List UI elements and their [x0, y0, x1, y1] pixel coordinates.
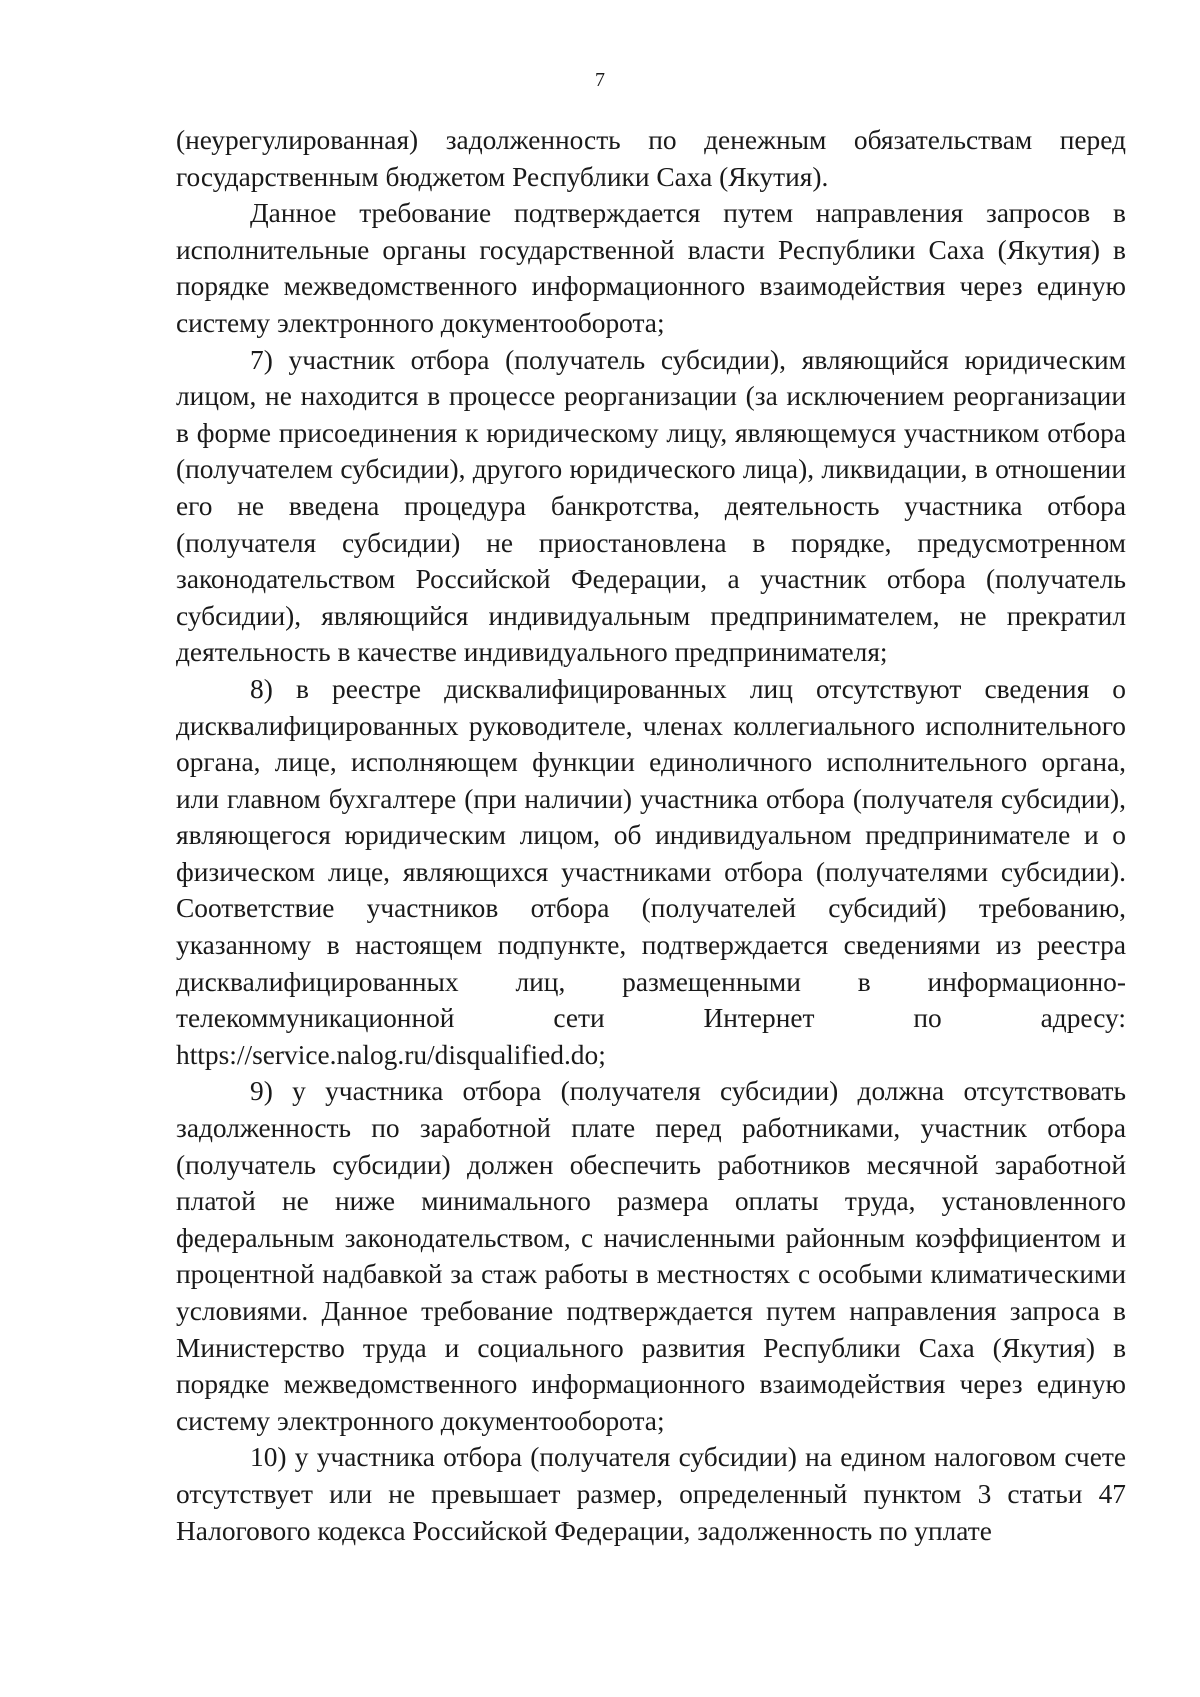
paragraph-item-10: 10) у участника отбора (получателя субсидии) на едином налоговом счете отсутствует или не превышает размер, определенный пунктом 3 статьи 47 Налогового кодекса Российской Федерации, задолженность по уплате — [176, 1442, 1126, 1546]
document-body — [176, 122, 1126, 1549]
page-number: 7 — [595, 69, 605, 91]
paragraph-item-9: 9) у участника отбора (получателя субсидии) должна отсутствовать задолженность по заработной плате перед работниками, участник отбора (получатель субсидии) должен обеспечить работников месячной заработной платой не ниже минимального размера оплаты труда, установленного федеральным законодательством, с начисленными районным коэффициентом и процентной надбавкой за стаж работы в местностях с особыми климатическими условиями. Данное требование подтверждается путем направления запроса в Министерство труда и социального развития Республики Саха (Якутия) в порядке межведомственного информационного взаимодействия через единую систему электронного документооборота; — [176, 1076, 1126, 1436]
paragraph-item-8: 8) в реестре дисквалифицированных лиц отсутствуют сведения о дисквалифицированных руководителе, членах коллегиального исполнительного органа, лице, исполняющем функции единоличного исполнительного органа, или главном бухгалтере (при наличии) участника отбора (получателя субсидии), являющегося юридическим лицом, об индивидуальном предпринимателе и о физическом лице, являющихся участниками отбора (получателями субсидии). Соответствие участников отбора (получателей субсидий) требованию, указанному в настоящем подпункте, подтверждается сведениями из реестра дисквалифицированных лиц, размещенными в информационно-телекоммуникационной сети Интернет по адресу: https://service.nalog.ru/disqualified.do; — [176, 673, 1126, 1070]
paragraph-requirement-confirmation: Данное требование подтверждается путем направления запросов в исполнительные органы государственной власти Республики Саха (Якутия) в порядке межведомственного информационного взаимодействия через единую систему электронного документооборота; — [176, 198, 1126, 338]
paragraph-item-7: 7) участник отбора (получатель субсидии), являющийся юридическим лицом, не находится в процессе реорганизации (за исключением реорганизации в форме присоединения к юридическому лицу, являющемуся участником отбора (получателем субсидии), другого юридического лица), ликвидации, в отношении его не введена процедура банкротства, деятельность участника отбора (получателя субсидии) не приостановлена в порядке, предусмотренном законодательством Российской Федерации, а участник отбора (получатель субсидии), являющийся индивидуальным предпринимателем, не прекратил деятельность в качестве индивидуального предпринимателя; — [176, 344, 1126, 668]
paragraph-continuation: (неурегулированная) задолженность по денежным обязательствам перед государственным бюджетом Республики Саха (Якутия). — [176, 125, 1126, 192]
